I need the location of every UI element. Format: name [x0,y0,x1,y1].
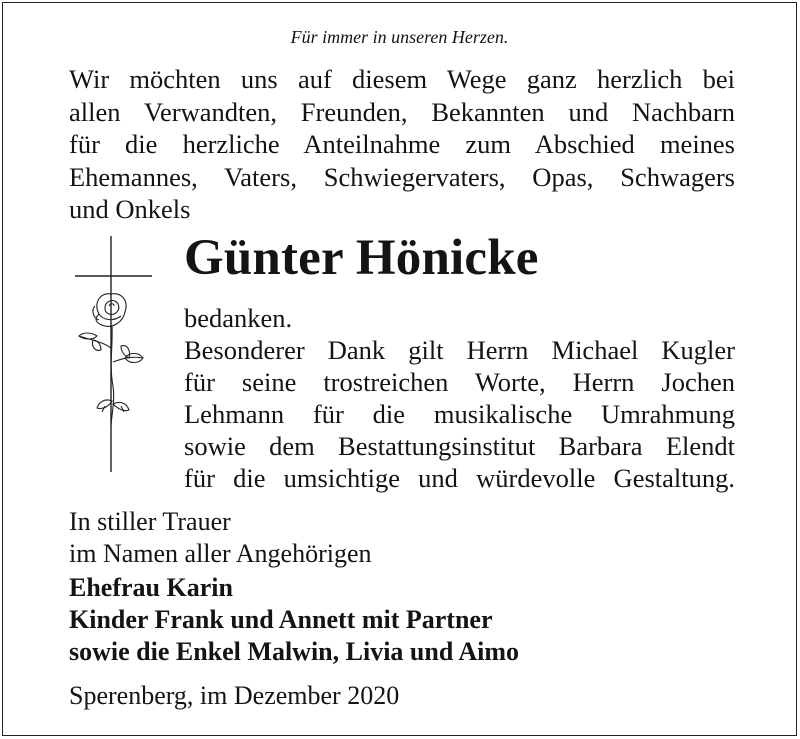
thanks-text [184,302,735,494]
cross-rose-symbol [69,236,159,476]
mourning-line: In stiller Trauer [69,507,231,536]
mourning-line: im Namen aller Angehörigen [69,539,372,568]
family-line: sowie die Enkel Malwin, Livia und Aimo [69,637,520,666]
thanks-line: sowie dem Bestattungsinstitut Barbara Elendt [184,431,735,461]
intro-line: Wir möchten uns auf diesem Wege ganz herzlich bei [69,64,735,94]
thanks-line: bedanken. [184,303,293,333]
intro-line: für die herzliche Anteilnahme zum Abschied meines [69,129,735,159]
intro-text [69,63,735,226]
intro-line: Ehemannes, Vaters, Schwiegervaters, Opas, Schwagers [69,161,735,192]
family-names [69,572,519,668]
mourning-text [69,506,372,570]
motto: Für immer in unseren Herzen. [290,27,509,47]
intro-line: und Onkels [69,194,191,224]
thanks-line: Besonderer Dank gilt Herrn Michael Kugler [184,335,735,365]
obituary-notice [2,2,797,736]
intro-line: allen Verwandten, Freunden, Bekannten und Nachbarn [69,96,735,127]
deceased-name: Günter Hönicke [184,230,539,286]
family-line: Ehefrau Karin [69,573,233,602]
cross-icon [75,236,152,472]
thanks-line: für die umsichtige und würdevolle Gestaltung. [184,463,735,493]
thanks-line: für seine trostreichen Worte, Herrn Jochen [184,367,735,397]
place-date: Sperenberg, im Dezember 2020 [69,681,400,710]
thanks-line: Lehmann für die musikalische Umrahmung [184,399,735,429]
family-line: Kinder Frank und Annett mit Partner [69,605,493,634]
